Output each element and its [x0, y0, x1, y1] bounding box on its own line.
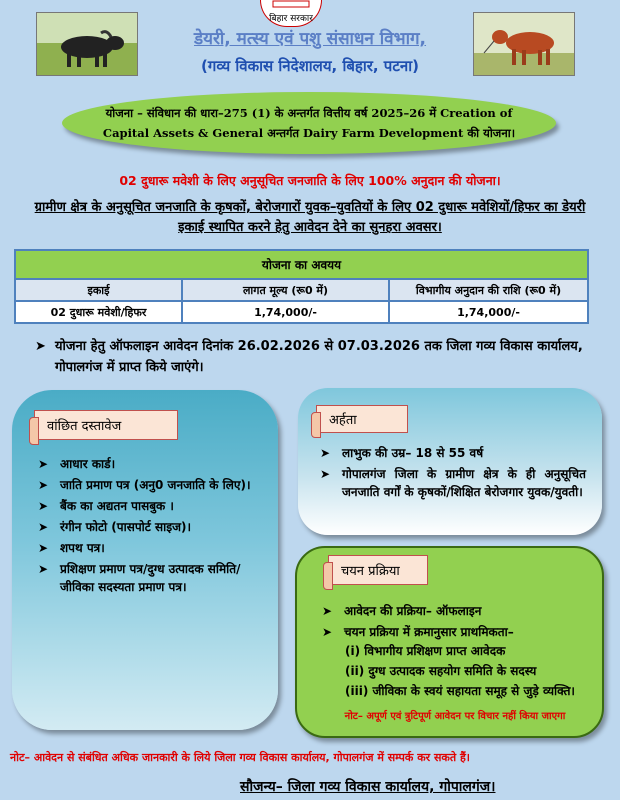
list-item: (i) विभागीय प्रशिक्षण प्राप्त आवेदक	[345, 644, 506, 658]
buffalo-photo	[36, 12, 138, 76]
courtesy-line: सौजन्य– जिला गव्य विकास कार्यालय, गोपालगंज।	[240, 779, 496, 795]
logo-caption: बिहार सरकार	[269, 14, 313, 24]
documents-title-scroll	[34, 410, 178, 440]
directorate-title: (गव्य विकास निदेशालय, बिहार, पटना)	[201, 57, 419, 75]
table-title: योजना का अवयय	[15, 250, 588, 279]
arrow-right-icon: ➤	[322, 604, 333, 618]
documents-title: वांछित दस्तावेज	[47, 419, 122, 434]
scheme-title-banner	[62, 92, 556, 154]
table-row	[15, 301, 588, 323]
arrow-right-icon: ➤	[38, 457, 49, 471]
selection-title: चयन प्रक्रिया	[341, 564, 400, 579]
cow-photo	[473, 12, 575, 76]
arrow-right-icon: ➤	[35, 339, 46, 354]
application-date-note	[35, 336, 585, 378]
arrow-right-icon: ➤	[320, 467, 331, 481]
table-header-row	[15, 279, 588, 301]
list-item: ➤ लाभुक की उम्र– 18 से 55 वर्ष	[320, 446, 484, 460]
eligibility-title-scroll	[316, 405, 408, 433]
arrow-right-icon: ➤	[38, 520, 49, 534]
eligibility-title: अर्हता	[329, 413, 357, 428]
government-logo	[260, 0, 322, 27]
table-header-unit: इकाई	[15, 279, 182, 301]
selection-priorities	[345, 641, 600, 701]
list-item: ➤ आवेदन की प्रक्रिया– ऑफलाइन	[322, 604, 482, 618]
table-header-subsidy: विभागीय अनुदान की राशि (रू0 में)	[389, 279, 588, 301]
footer-note: नोट– आवेदन से संबंधित अधिक जानकारी के लिये जिला गव्य विकास कार्यालय, गोपालगंज में सम्पर्क कर सकते हैं।	[10, 751, 470, 764]
list-item: ➤ रंगीन फोटो (पासपोर्ट साइज)।	[38, 520, 192, 534]
list-item: ➤ शपथ पत्र।	[38, 541, 105, 555]
documents-list	[38, 455, 260, 599]
list-item: (ii) दुग्ध उत्पादक सहयोग समिति के सदस्य	[345, 664, 537, 678]
eligibility-list	[320, 444, 586, 504]
application-date-text: योजना हेतु ऑफलाइन आवेदन दिनांक 26.02.2026 से 07.03.2026 तक जिला गव्य विकास कार्यालय, गोपालगंज में प्राप्त किये जाएंगे।	[55, 339, 583, 375]
selection-note: नोट– अपूर्ण एवं त्रुटिपूर्ण आवेदन पर विचार नहीं किया जाएगा	[344, 711, 566, 722]
arrow-right-icon: ➤	[38, 541, 49, 555]
headline: 02 दुधारू मवेशी के लिए अनुसूचित जनजाति के लिए 100% अनुदान की योजना।	[119, 173, 501, 188]
table-cell-unit: 02 दुधारू मवेशी/हिफर	[15, 301, 182, 323]
list-item: ➤ बैंक का अद्यतन पासबुक ।	[38, 499, 174, 513]
arrow-right-icon: ➤	[38, 478, 49, 492]
table-cell-cost: 1,74,000/-	[182, 301, 389, 323]
list-item: ➤ आधार कार्ड।	[38, 457, 116, 471]
selection-list	[322, 602, 592, 644]
arrow-right-icon: ➤	[38, 499, 49, 513]
list-item: (iii) जीविका के स्वयं सहायता समूह से जुड़े व्यक्ति।	[345, 684, 575, 698]
list-item: ➤ गोपालगंज जिला के ग्रामीण क्षेत्र के ही अनुसूचित जनजाति वर्गों के कृषकों/शिक्षित बेरोजगार युवक/युवती।	[320, 467, 586, 499]
subheadline: ग्रामीण क्षेत्र के अनुसूचित जनजाति के कृषकों, बेरोजगारों युवक–युवतियों के लिए 02 दुधारू मवेशियों/हिफर का डेयरी इकाई स्थापित करने हेतु आवेदन देने का सुनहरा अवसर।	[34, 200, 586, 235]
table-header-cost: लागत मूल्य (रू0 में)	[182, 279, 389, 301]
list-item: ➤ जाति प्रमाण पत्र (अनु0 जनजाति के लिए)।	[38, 478, 251, 492]
list-item: ➤ चयन प्रक्रिया में क्रमानुसार प्राथमिकता–	[322, 625, 514, 639]
arrow-right-icon: ➤	[38, 562, 49, 576]
selection-title-scroll	[328, 555, 428, 585]
table-cell-subsidy: 1,74,000/-	[389, 301, 588, 323]
arrow-right-icon: ➤	[320, 446, 331, 460]
scheme-components-table	[14, 249, 589, 324]
arrow-right-icon: ➤	[322, 625, 333, 639]
scheme-title: योजना – संविधान की धारा–275 (1) के अन्तर्गत वित्तीय वर्ष 2025–26 में Creation of Capital Assets & General अन्तर्गत Dairy Farm Development की योजना।	[102, 106, 516, 140]
department-title: डेयरी, मत्स्य एवं पशु संसाधन विभाग,	[193, 29, 427, 49]
list-item: ➤ प्रशिक्षण प्रमाण पत्र/दुग्ध उत्पादक समिति/जीविका सदस्यता प्रमाण पत्र।	[38, 562, 241, 594]
